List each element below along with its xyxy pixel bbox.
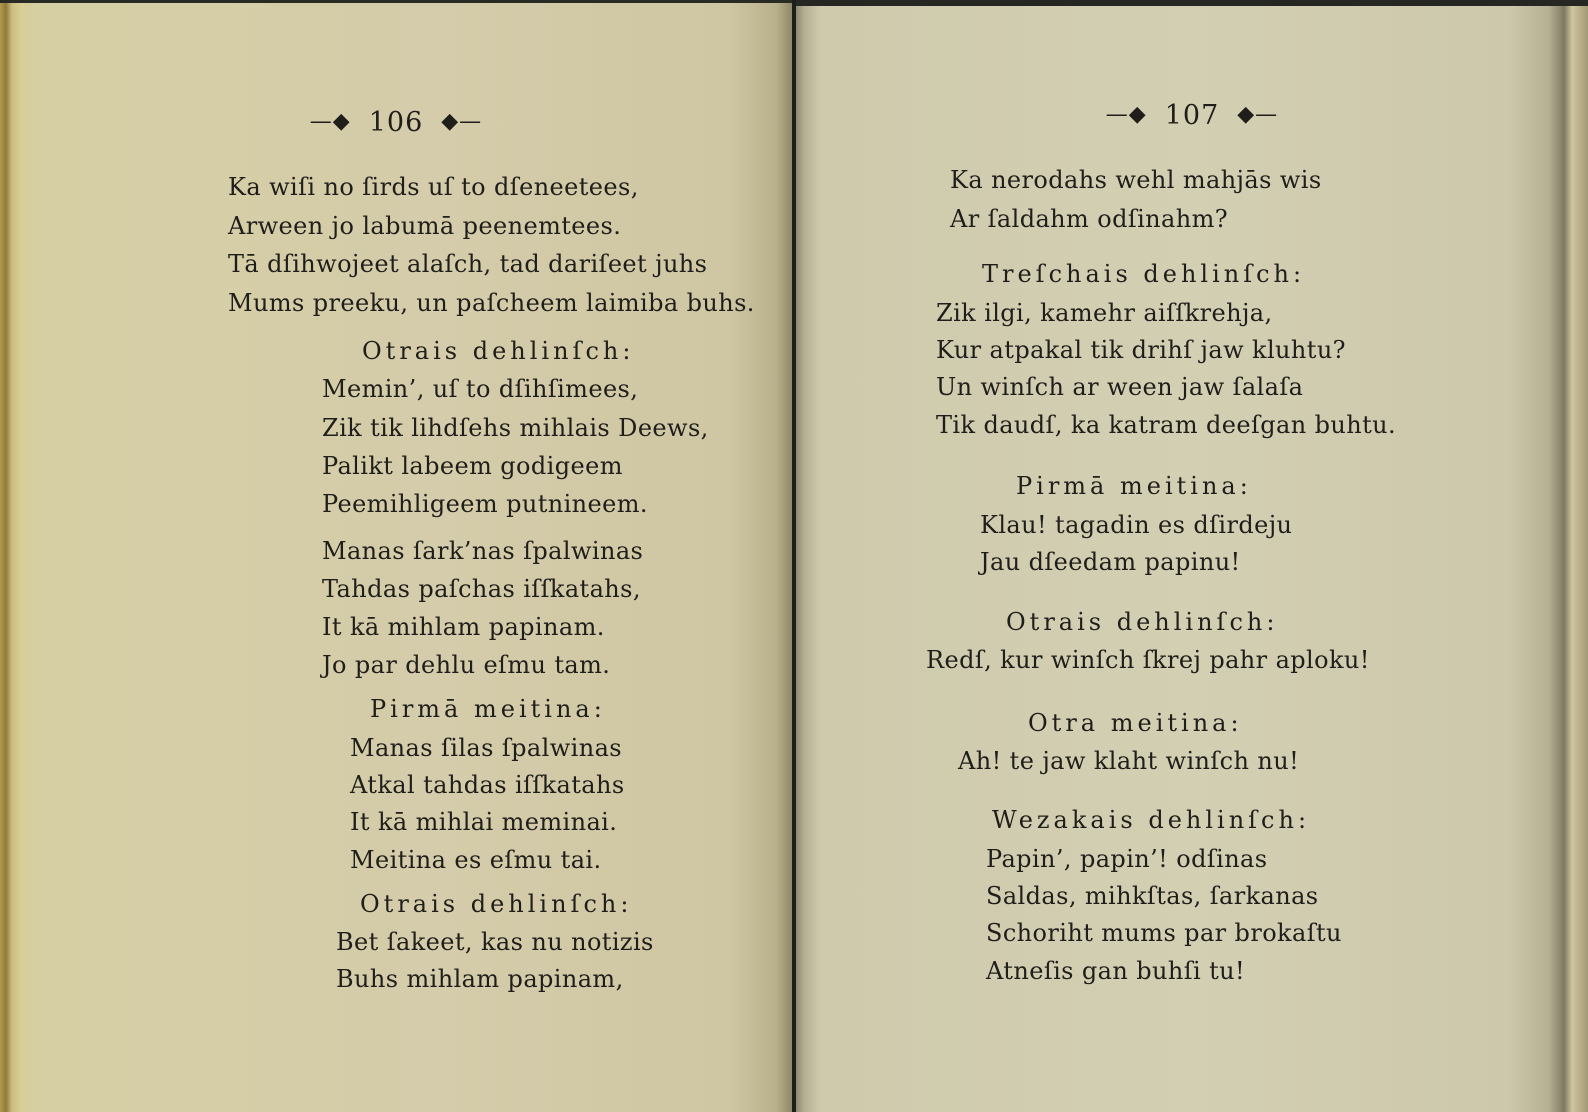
verse-line: Ka nerodahs wehl mahjās wis (950, 166, 1322, 194)
verse-line: Kur atpakal tik drihſ jaw kluhtu? (936, 336, 1346, 364)
ornament-dash-icon: ◆— (441, 109, 483, 134)
verse-line: Manas ſark’nas ſpalwinas (322, 537, 644, 565)
speaker-heading: Pirmā meitina: (370, 695, 606, 723)
verse-line: Jo par dehlu eſmu tam. (322, 651, 611, 679)
left-page (0, 0, 792, 1112)
verse-line: Ar ſaldahm odſinahm? (950, 205, 1229, 233)
speaker-heading: Treſchais dehlinſch: (982, 260, 1306, 288)
verse-line: Jau dſeedam papinu! (980, 548, 1241, 576)
verse-line: Tā dſihwojeet alaſch, tad dariſeet juhs (228, 250, 708, 278)
verse-line: Ah! te jaw klaht winſch nu! (958, 747, 1300, 775)
verse-line: Bet ſakeet, kas nu notizis (336, 928, 654, 956)
verse-line: Redſ, kur winſch ſkrej pahr aploku! (926, 646, 1370, 674)
verse-line: Schoriht mums par brokaſtu (986, 919, 1342, 947)
speaker-heading: Otrais dehlinſch: (360, 890, 633, 918)
ornament-dash-icon: —◆ (1105, 102, 1147, 127)
verse-line: Tik daudſ, ka katram deeſgan buhtu. (936, 411, 1397, 439)
verse-line: Mums preeku, un paſcheem laimiba buhs. (228, 289, 755, 317)
verse-line: Memin’, uſ to dſihſimees, (322, 375, 639, 403)
speaker-heading: Pirmā meitina: (1016, 472, 1252, 500)
verse-line: Peemihligeem putnineem. (322, 490, 648, 518)
verse-line: Palikt labeem godigeem (322, 452, 623, 480)
verse-line: Meitina es eſmu tai. (350, 846, 602, 874)
page-number-left: —◆ 106 ◆— (309, 107, 483, 138)
verse-line: It kā mihlai meminai. (350, 808, 618, 836)
ornament-dash-icon: ◆— (1237, 102, 1279, 127)
verse-line: Tahdas paſchas iſſkatahs, (322, 575, 641, 603)
verse-line: Atneſis gan buhſi tu! (986, 957, 1246, 985)
verse-line: Buhs mihlam papinam, (336, 965, 624, 993)
verse-line: Un winſch ar ween jaw ſalaſa (936, 373, 1304, 401)
ornament-dash-icon: —◆ (309, 109, 351, 134)
verse-line: Saldas, mihkſtas, ſarkanas (986, 882, 1319, 910)
verse-line: Zik tik lihdſehs mihlais Deews, (322, 414, 709, 442)
verse-line: Papin’, papin’! odſinas (986, 845, 1268, 873)
speaker-heading: Otrais dehlinſch: (1006, 608, 1279, 636)
verse-line: Klau! tagadin es dſirdeju (980, 511, 1293, 539)
page-number-right: —◆ 107 ◆— (1105, 100, 1279, 131)
verse-line: It kā mihlam papinam. (322, 613, 605, 641)
verse-line: Atkal tahdas iſſkatahs (350, 771, 625, 799)
speaker-heading: Otra meitina: (1028, 709, 1243, 737)
right-page (796, 0, 1588, 1112)
verse-line: Zik ilgi, kamehr aiſſkrehja, (936, 299, 1273, 327)
verse-line: Arween jo labumā peenemtees. (228, 212, 622, 240)
verse-line: Manas ſilas ſpalwinas (350, 734, 623, 762)
speaker-heading: Wezakais dehlinſch: (992, 806, 1311, 834)
speaker-heading: Otrais dehlinſch: (362, 337, 635, 365)
verse-line: Ka wiſi no ſirds uſ to dſeneetees, (228, 173, 639, 201)
